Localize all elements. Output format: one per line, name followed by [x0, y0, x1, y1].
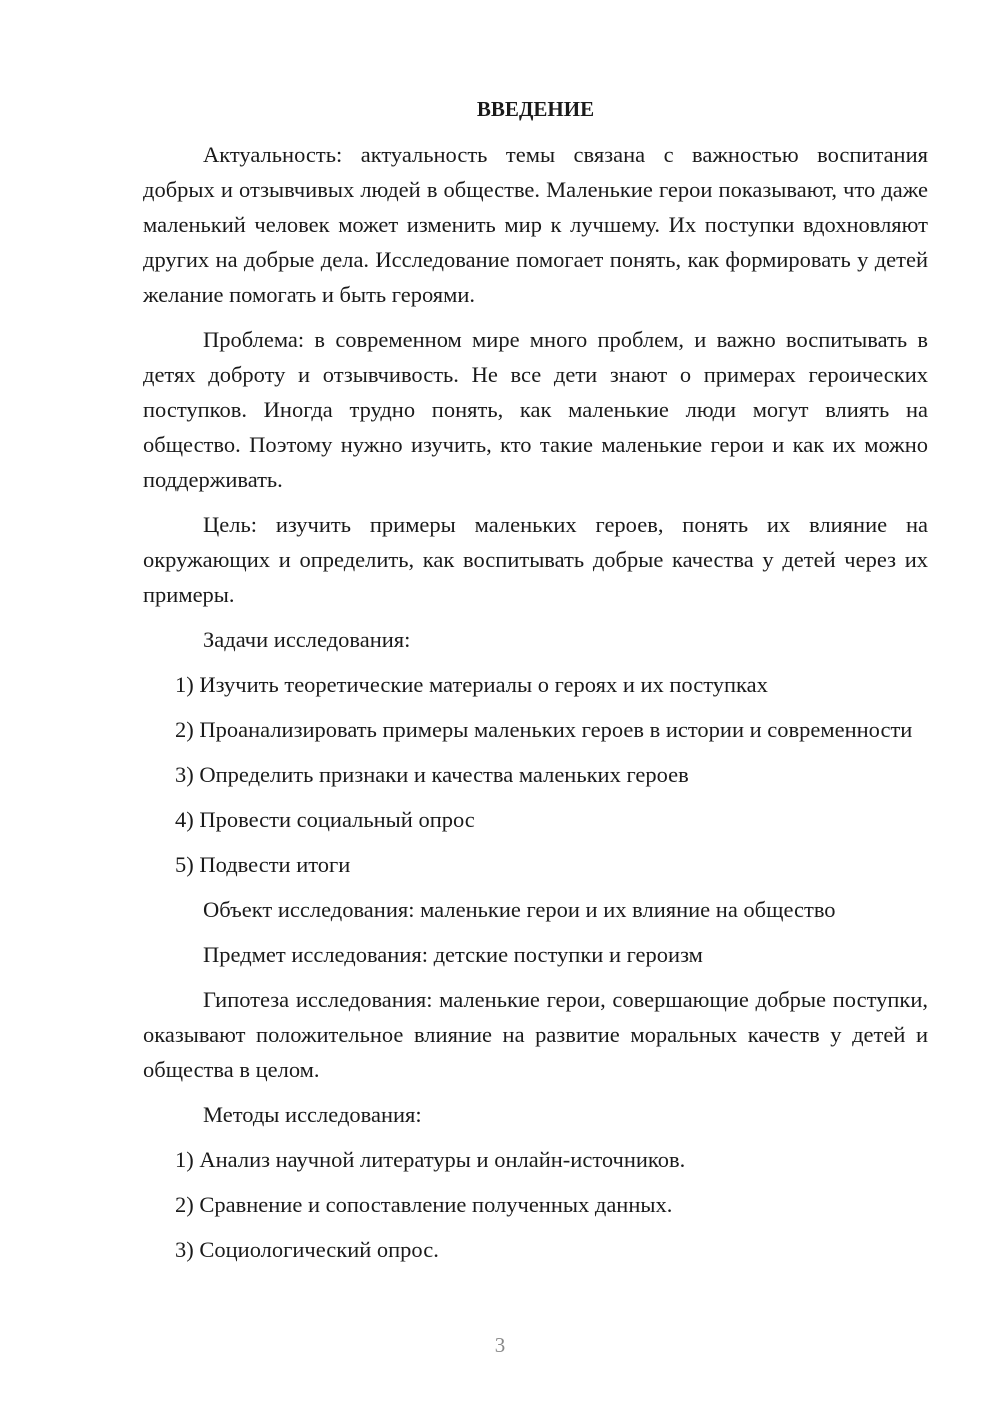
task-item-1: 1) Изучить теоретические материалы о героях и их поступках	[175, 672, 768, 697]
document-page	[143, 92, 928, 1277]
method-item-3: 3) Социологический опрос.	[175, 1237, 439, 1262]
tasks-heading: Задачи исследования:	[203, 627, 411, 652]
goal-paragraph: Цель: изучить примеры маленьких героев, понять их влияние на окружающих и определить, как воспитывать добрые качества у детей через их примеры.	[143, 512, 928, 607]
methods-heading: Методы исследования:	[203, 1102, 422, 1127]
task-item-4: 4) Провести социальный опрос	[175, 807, 475, 832]
method-item-1: 1) Анализ научной литературы и онлайн-источников.	[175, 1147, 686, 1172]
hypothesis-paragraph: Гипотеза исследования: маленькие герои, совершающие добрые поступки, оказывают положительное влияние на развитие моральных качеств у детей и общества в целом.	[143, 987, 928, 1082]
task-item-2: 2) Проанализировать примеры маленьких героев в истории и современности	[175, 717, 913, 742]
task-item-5: 5) Подвести итоги	[175, 852, 351, 877]
research-object: Объект исследования: маленькие герои и их влияние на общество	[203, 897, 836, 922]
method-item-2: 2) Сравнение и сопоставление полученных данных.	[175, 1192, 673, 1217]
relevance-paragraph: Актуальность: актуальность темы связана с важностью воспитания добрых и отзывчивых людей в обществе. Маленькие герои показывают, что даже маленький человек может изменить мир к лучшему. Их поступки вдохновляют других на добрые дела. Исследование помогает понять, как формировать у детей желание помогать и быть героями.	[143, 142, 928, 307]
section-title: ВВЕДЕНИЕ	[476, 97, 595, 121]
research-subject: Предмет исследования: детские поступки и героизм	[203, 942, 703, 967]
page-number: 3	[494, 1333, 506, 1357]
problem-paragraph: Проблема: в современном мире много проблем, и важно воспитывать в детях доброту и отзывчивость. Не все дети знают о примерах героических поступков. Иногда трудно понять, как маленькие люди могут влиять на общество. Поэтому нужно изучить, кто такие маленькие герои и как их можно поддерживать.	[143, 327, 928, 492]
task-item-3: 3) Определить признаки и качества маленьких героев	[175, 762, 689, 787]
